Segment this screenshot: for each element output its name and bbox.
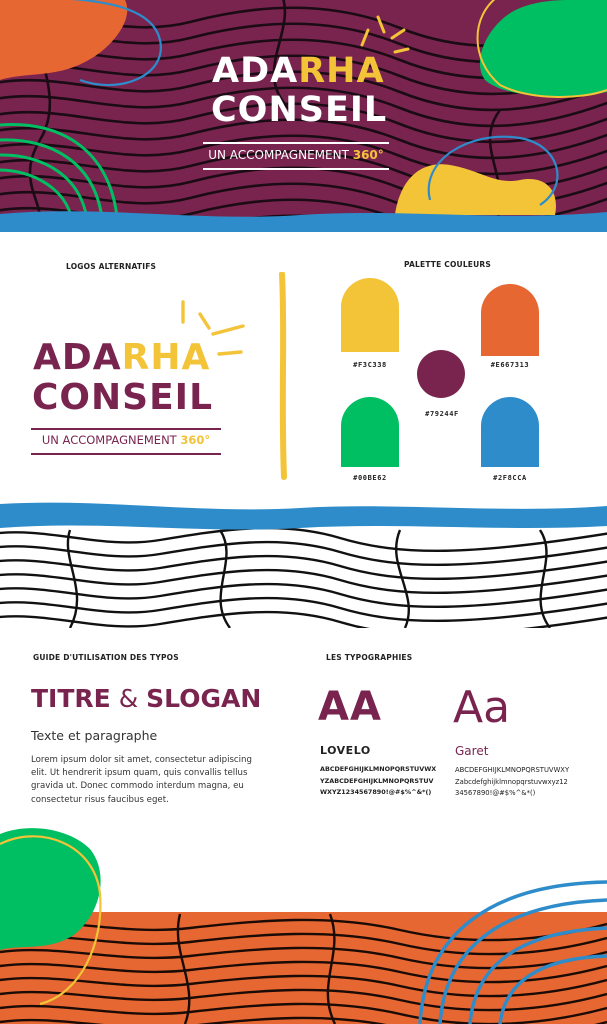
typo-heading-amp: & xyxy=(118,684,139,713)
alt-tagline-divider-bottom xyxy=(31,453,221,455)
typographies-title: LES TYPOGRAPHIES xyxy=(326,653,413,662)
swatch-green-label: #00BE62 xyxy=(353,474,387,482)
typo-heading-sample xyxy=(31,684,261,713)
swatch-green xyxy=(341,397,399,467)
typo-subheading: Texte et paragraphe xyxy=(31,728,158,743)
alt-tagline xyxy=(31,433,221,447)
font2-sample: Aa xyxy=(453,682,511,733)
typo-body-sample: Lorem ipsum dolor sit amet, consectetur adipiscing elit. Ut hendrerit ipsum quam, quis convallis tellus gravida ut. Donec commodo interdum magna, eu consectetur risus faucibus eget. xyxy=(31,755,252,805)
footer-band xyxy=(0,824,607,1024)
font2-name: Garet xyxy=(455,744,489,758)
alt-logo-line2: CONSEIL xyxy=(32,377,214,418)
typo-guide-title: GUIDE D'UTILISATION DES TYPOS xyxy=(33,653,179,662)
hero-tagline-highlight: 360° xyxy=(352,148,384,162)
alt-logo-part1: ADA xyxy=(33,337,122,378)
swatch-blue-label: #2F8CCA xyxy=(493,474,527,482)
hero-logo-line1 xyxy=(212,51,385,91)
swatch-orange xyxy=(481,284,539,356)
font1-sample: AA xyxy=(318,684,382,730)
alt-logo-line1 xyxy=(33,337,211,378)
font2-charset: ABCDEFGHIJKLMNOPQRSTUVWXYZabcdefghijklmnopqrstuvwxyz1234567890!@#$%^&*() xyxy=(455,766,570,797)
logos-section-title: LOGOS ALTERNATIFS xyxy=(66,262,157,271)
alt-tagline-text: UN ACCOMPAGNEMENT xyxy=(41,433,177,447)
swatch-purple-label: #79244F xyxy=(425,410,459,418)
vertical-divider xyxy=(277,272,291,482)
mid-pattern-band xyxy=(0,500,607,628)
hero-tagline-text: UN ACCOMPAGNEMENT xyxy=(208,148,349,162)
hero-logo-line2: CONSEIL xyxy=(211,90,388,130)
hero-tagline xyxy=(203,148,389,162)
hero-logo-highlight: RHA xyxy=(298,51,385,91)
swatch-blue xyxy=(481,397,539,467)
alt-logo-highlight: RHA xyxy=(121,337,211,378)
typo-heading-word2: SLOGAN xyxy=(146,684,262,713)
hero-banner xyxy=(0,0,607,232)
palette-section-title: PALETTE COULEURS xyxy=(404,260,491,269)
hero-logo-part1: ADA xyxy=(212,51,299,91)
alt-tagline-highlight: 360° xyxy=(180,433,211,447)
swatch-orange-label: #E667313 xyxy=(490,361,530,369)
font1-name: LOVELO xyxy=(320,744,371,757)
font1-charset: ABCDEFGHIJKLMNOPQRSTUVWXYZABCDEFGHIJKLMNOPQRSTUVWXYZ1234567890!@#$%^&*() xyxy=(320,765,437,796)
hero-tagline-divider-bottom xyxy=(203,168,389,170)
swatch-yellow-label: #F3C338 xyxy=(353,361,387,369)
hero-tagline-divider-top xyxy=(203,142,389,144)
swatch-purple xyxy=(417,350,465,398)
typo-heading-word1: TITRE xyxy=(31,684,111,713)
alt-tagline-divider-top xyxy=(31,428,221,430)
swatch-yellow xyxy=(341,278,399,352)
